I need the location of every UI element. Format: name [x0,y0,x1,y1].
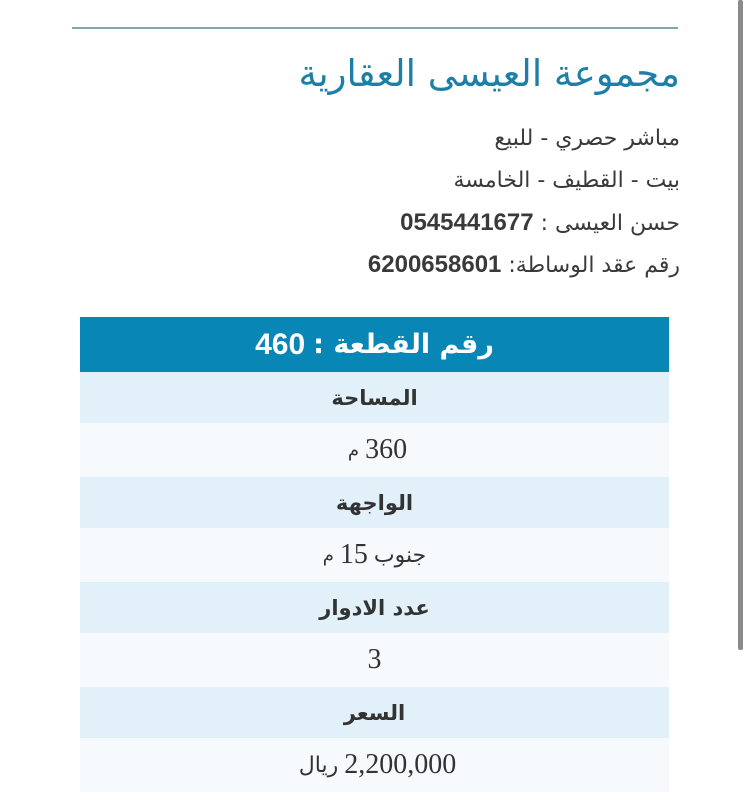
frontage-label: الواجهة [335,490,414,515]
area-label: المساحة [331,385,418,410]
property-spec-table [80,317,669,792]
price-label: السعر [343,700,406,725]
listing-status: مباشر حصري - للبيع [494,126,680,151]
frontage-value-row [80,528,669,582]
plot-number-label: رقم القطعة : [313,329,494,360]
listing-location: بيت - القطيف - الخامسة [453,168,680,193]
floors-label: عدد الادوار [319,595,430,620]
price-label-row [80,687,669,738]
floors-value-row [80,633,669,687]
listing-info [368,128,680,296]
company-title: مجموعة العيسى العقارية [298,52,680,95]
floors-value: 3 [367,644,382,675]
plot-number-value: 460 [255,327,306,361]
price-value-row [80,738,669,792]
price-value: 2,200,000 [344,749,457,780]
contact-name: حسن العيسى : [540,211,680,236]
brokerage-line [367,251,680,296]
frontage-value: 15 [339,539,368,570]
plot-number-header [80,317,669,372]
floors-label-row [80,582,669,633]
scrollbar[interactable] [738,0,743,650]
contact-line [368,209,680,254]
area-value-row [80,423,669,477]
price-currency: ريال [298,752,339,778]
frontage-label-row [80,477,669,528]
frontage-direction: جنوب [373,542,427,568]
brokerage-label: رقم عقد الوساطة: [508,253,680,278]
contact-phone[interactable]: 0545441677 [400,209,534,236]
frontage-unit: م [322,544,334,566]
area-unit: م [347,439,360,461]
area-value: 360 [365,434,408,465]
area-label-row [80,372,669,423]
top-divider [72,27,678,29]
brokerage-number: 6200658601 [367,251,502,278]
